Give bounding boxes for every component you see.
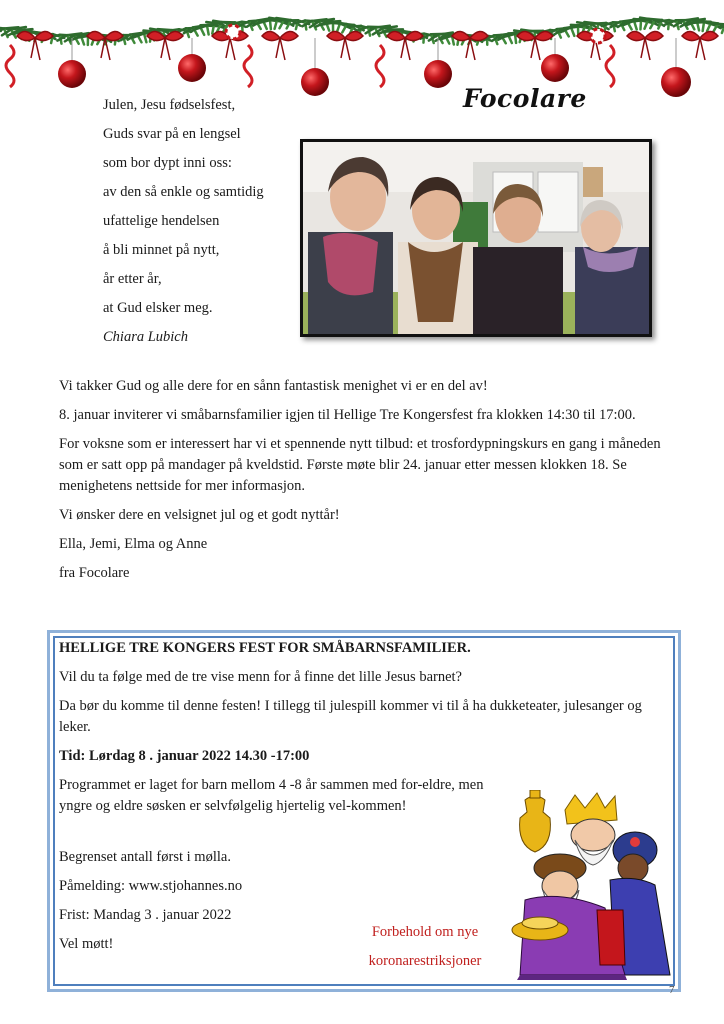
event-time: Tid: Lørdag 8 . januar 2022 14.30 -17:00	[59, 748, 310, 764]
bauble	[301, 68, 329, 96]
group-photo	[300, 139, 652, 337]
warning-line: koronarestriksjoner	[368, 953, 482, 969]
signature-group: fra Focolare	[59, 565, 130, 581]
page-title: Focolare	[463, 84, 587, 113]
event-paragraph: Da bør du komme til denne festen! I tillegg til julespill kommer vi til å ha dukketeater, julesanger og leker.	[59, 698, 642, 735]
event-heading: HELLIGE TRE KONGERS FEST FOR SMÅBARNSFAMILIER.	[59, 640, 471, 656]
poem-line: Guds svar på en lengsel	[103, 126, 241, 142]
photo-illustration	[303, 142, 649, 334]
poem-line: ufattelige hendelsen	[103, 213, 220, 229]
event-paragraph: Programmet er laget for barn mellom 4 -8 år sammen med for-eldre, men yngre og eldre søsken er selvfølgelig hjertelig vel-kommen!	[59, 777, 484, 814]
event-deadline: Frist: Mandag 3 . januar 2022	[59, 907, 232, 923]
article-paragraph: Vi takker Gud og alle dere for en sånn fantastisk menighet vi er en del av!	[59, 378, 488, 394]
curly-ribbon	[6, 45, 14, 87]
bauble	[424, 60, 452, 88]
curly-ribbon	[376, 45, 384, 87]
poem-author: Chiara Lubich	[103, 329, 188, 345]
article-paragraph: 8. januar inviterer vi småbarnsfamilier igjen til Hellige Tre Kongersfest fra klokken 14:30 til 17:00.	[59, 407, 636, 423]
ribbon-bow	[17, 31, 53, 60]
warning-line: Forbehold om nye	[371, 924, 479, 940]
curly-ribbon	[244, 45, 252, 87]
event-limit: Begrenset antall først i mølla.	[59, 849, 231, 865]
poem-line: som bor dypt inni oss:	[103, 155, 232, 171]
poem-line: Julen, Jesu fødselsfest,	[103, 97, 236, 113]
peppermint-candy	[226, 25, 240, 39]
ribbon-bow	[387, 31, 423, 60]
ribbon-bow	[262, 31, 298, 60]
ribbon-bow	[327, 31, 363, 60]
event-paragraph: Vil du ta følge med de tre vise menn for å finne det lille Jesus barnet?	[59, 669, 462, 685]
event-signup: Påmelding: www.stjohannes.no	[59, 878, 243, 894]
poem-line: av den så enkle og samtidig	[103, 184, 264, 200]
article-paragraph: For voksne som er interessert har vi et spennende nytt tilbud: et trosfordypningskurs en gang i måneden som er satt opp på mandager på kveldstid. Første møte blir 24. januar etter messen klokken 18. Se menighetens nettside for mer informasjon.	[59, 436, 661, 494]
bauble	[541, 54, 569, 82]
peppermint-candy	[591, 29, 605, 43]
bauble	[661, 67, 691, 97]
poem-line: år etter år,	[103, 271, 162, 287]
bauble	[178, 54, 206, 82]
event-welcome: Vel møtt!	[59, 936, 114, 952]
bauble	[58, 60, 86, 88]
poem-line: at Gud elsker meg.	[103, 300, 213, 316]
corona-warning	[350, 918, 500, 976]
curly-ribbon	[606, 45, 614, 87]
page-number: 7	[669, 984, 675, 996]
ribbon-bow	[682, 31, 718, 60]
three-wise-men-illustration	[505, 790, 680, 980]
ribbon-bow	[627, 31, 663, 60]
article	[59, 376, 681, 592]
article-paragraph: Vi ønsker dere en velsignet jul og et godt nyttår!	[59, 507, 340, 523]
poem	[103, 91, 264, 352]
poem-line: å bli minnet på nytt,	[103, 242, 220, 258]
signature-names: Ella, Jemi, Elma og Anne	[59, 536, 208, 552]
